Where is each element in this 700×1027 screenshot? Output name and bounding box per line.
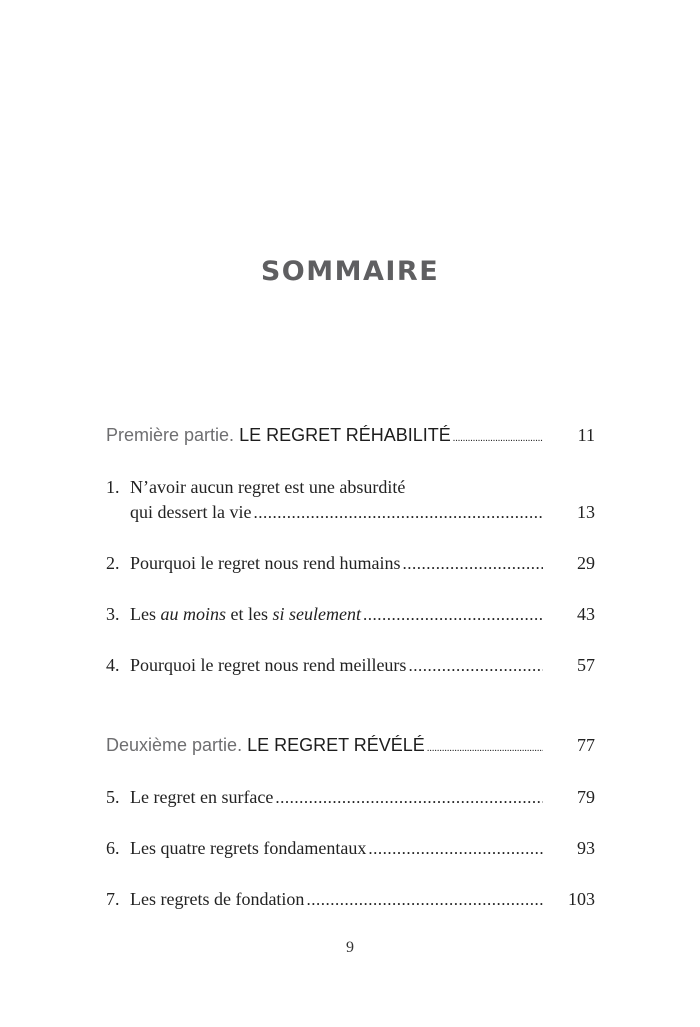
- page-number: 43: [577, 604, 595, 624]
- toc-chapter-4[interactable]: [106, 655, 595, 681]
- page-number: 13: [577, 502, 595, 522]
- chapter-title-line1: N’avoir aucun regret est une absurdité: [130, 477, 406, 497]
- page-number: 29: [577, 553, 595, 573]
- page-title: SOMMAIRE: [260, 256, 440, 287]
- chapter-title: Les regrets de fondation: [130, 889, 305, 909]
- chapter-number: 2.: [106, 553, 120, 573]
- toc-part-1[interactable]: [106, 425, 595, 451]
- chapter-title: Le regret en surface: [130, 787, 274, 807]
- chapter-title: Les quatre regrets fondamentaux: [130, 838, 367, 858]
- dot-leader: [275, 788, 543, 808]
- part-prefix: Première partie.: [106, 425, 235, 445]
- dot-leader: [363, 605, 543, 625]
- toc-chapter-5[interactable]: [106, 787, 595, 813]
- page-number: 103: [568, 889, 595, 909]
- chapter-number: 4.: [106, 655, 120, 675]
- chapter-title: [130, 604, 361, 625]
- chapter-number: 1.: [106, 477, 120, 497]
- page-number: 11: [577, 425, 595, 445]
- toc-chapter-3[interactable]: [106, 604, 595, 630]
- page-number: 57: [577, 655, 595, 675]
- dot-leader: [368, 839, 543, 859]
- part-title: LE REGRET RÉVÉLÉ: [247, 735, 425, 755]
- toc-chapter-1-line2[interactable]: [106, 502, 595, 528]
- dot-leader: [402, 554, 543, 574]
- toc-chapter-2[interactable]: [106, 553, 595, 579]
- page-number: 93: [577, 838, 595, 858]
- dot-leader: [306, 890, 543, 910]
- dot-leader: [427, 743, 543, 754]
- title-segment: Les: [130, 604, 161, 624]
- toc-chapter-1[interactable]: [106, 477, 595, 503]
- chapter-title-line2: qui dessert la vie: [130, 502, 252, 522]
- title-italic-segment: au moins: [160, 604, 227, 624]
- title-segment: et les: [226, 604, 273, 624]
- dot-leader: [253, 503, 543, 523]
- toc-chapter-7[interactable]: [106, 889, 595, 915]
- part-title: LE REGRET RÉHABILITÉ: [239, 425, 451, 445]
- page-folio: 9: [346, 939, 354, 956]
- chapter-number: 6.: [106, 838, 120, 858]
- dot-leader: [408, 656, 543, 676]
- dot-leader: [453, 433, 543, 444]
- chapter-number: 7.: [106, 889, 120, 909]
- page-number: 77: [577, 735, 595, 755]
- chapter-title: Pourquoi le regret nous rend meilleurs: [130, 655, 407, 675]
- title-italic-segment: si seulement: [272, 604, 361, 624]
- chapter-number: 3.: [106, 604, 120, 624]
- chapter-number: 5.: [106, 787, 120, 807]
- part-prefix: Deuxième partie.: [106, 735, 243, 755]
- toc-part-2[interactable]: [106, 735, 595, 761]
- toc-chapter-6[interactable]: [106, 838, 595, 864]
- chapter-title: Pourquoi le regret nous rend humains: [130, 553, 401, 573]
- page-number: 79: [577, 787, 595, 807]
